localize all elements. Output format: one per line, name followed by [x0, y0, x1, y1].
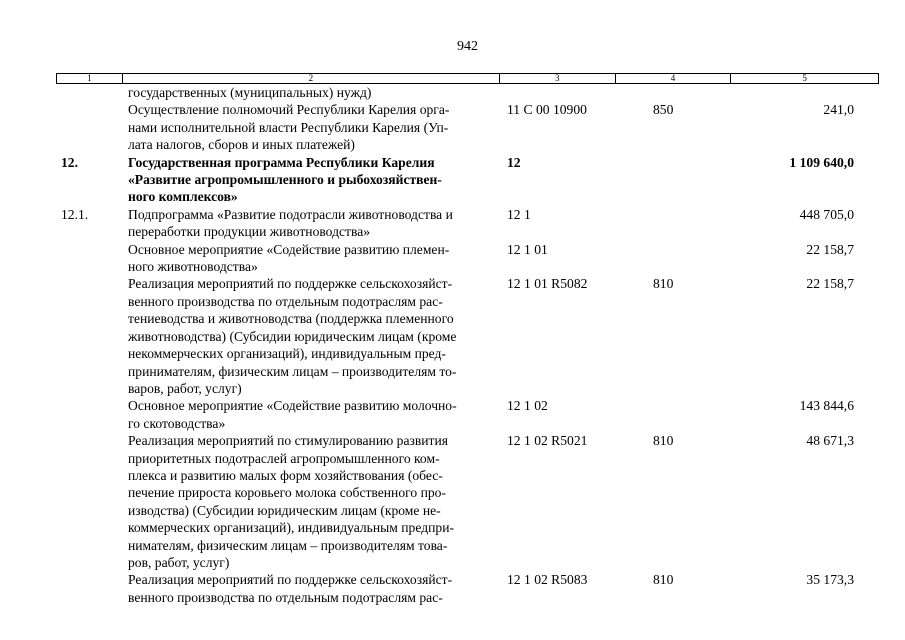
table-row	[0, 241, 905, 276]
description-line: государственных (муниципальных) нужд)	[128, 85, 372, 100]
row-type	[635, 397, 699, 432]
description-line: изводства) (Субсидии юридическим лицам (кроме не-	[128, 502, 441, 518]
row-type: 810	[653, 433, 674, 449]
row-description	[126, 241, 496, 276]
description-line: принимателям, физическим лицам – производителям то-	[128, 363, 457, 379]
row-number	[0, 397, 126, 432]
description-line: го скотоводства»	[128, 415, 226, 431]
row-code: 12 1 02 R5021	[507, 433, 588, 449]
table-row	[0, 275, 905, 397]
row-number	[0, 275, 126, 397]
row-amount: 143 844,6	[799, 398, 854, 414]
row-number	[0, 84, 126, 101]
row-type	[635, 241, 699, 276]
row-code: 12 1 02	[507, 398, 548, 414]
header-col-4: 4	[616, 74, 732, 83]
row-description	[126, 206, 496, 241]
row-amount	[699, 84, 854, 101]
row-code: 12 1 01 R5082	[507, 276, 588, 292]
description-line: «Развитие агропромышленного и рыбохозяйствен-	[128, 172, 442, 188]
row-number	[0, 241, 126, 276]
description-line: коммерческих организаций), индивидуальным предпри-	[128, 520, 454, 536]
row-code: 11 С 00 10900	[507, 102, 587, 118]
row-type: 850	[653, 102, 674, 118]
row-description	[126, 275, 496, 397]
row-code: 12 1 01	[507, 241, 548, 257]
row-amount: 1 109 640,0	[789, 154, 854, 170]
table-row	[0, 84, 905, 101]
row-type: 810	[653, 276, 674, 292]
row-amount: 448 705,0	[799, 206, 854, 222]
table-row	[0, 432, 905, 571]
row-code: 12 1	[507, 206, 531, 222]
row-description	[126, 432, 496, 571]
description-line: Реализация мероприятий по поддержке сельскохозяйст-	[128, 276, 453, 292]
row-type	[635, 154, 699, 206]
row-description	[126, 154, 496, 206]
description-line: Подпрограмма «Развитие подотрасли животноводства и	[128, 206, 453, 222]
row-description	[126, 101, 496, 153]
row-type	[635, 84, 699, 101]
row-code: 12	[507, 154, 521, 170]
description-line: приоритетных подотраслей агропромышленного ком-	[128, 450, 440, 466]
table-row	[0, 154, 905, 206]
description-line: Реализация мероприятий по поддержке сельскохозяйст-	[128, 572, 453, 588]
description-line: лата налогов, сборов и иных платежей)	[128, 137, 355, 153]
table-row	[0, 397, 905, 432]
description-line: ров, работ, услуг)	[128, 554, 230, 570]
description-line: тениеводства и животноводства (поддержка племенного	[128, 311, 454, 327]
row-amount: 35 173,3	[806, 572, 854, 588]
description-line: венного производства по отдельным подотраслям рас-	[128, 589, 443, 605]
description-line: венного производства по отдельным подотраслям рас-	[128, 293, 443, 309]
row-amount: 48 671,3	[806, 433, 854, 449]
row-number	[0, 571, 126, 606]
row-amount: 22 158,7	[806, 276, 854, 292]
table-row	[0, 571, 905, 606]
description-line: нимателям, физическим лицам – производителям това-	[128, 537, 448, 553]
row-description	[126, 84, 496, 101]
row-description	[126, 397, 496, 432]
description-line: печение прироста коровьего молока собственного про-	[128, 485, 446, 501]
header-col-2: 2	[123, 74, 500, 83]
description-line: плекса и развитию малых форм хозяйствования (обес-	[128, 467, 443, 483]
header-col-1: 1	[57, 74, 123, 83]
table-header	[56, 73, 879, 84]
header-col-3: 3	[500, 74, 616, 83]
row-description	[126, 571, 496, 606]
description-line: некоммерческих организаций), индивидуальным пред-	[128, 346, 446, 362]
row-code	[496, 84, 635, 101]
row-type	[635, 206, 699, 241]
description-line: варов, работ, услуг)	[128, 380, 242, 396]
description-line: ного комплексов»	[128, 189, 238, 205]
table-row	[0, 206, 905, 241]
table-body	[0, 84, 905, 606]
description-line: Реализация мероприятий по стимулированию развития	[128, 433, 449, 449]
description-line: Государственная программа Республики Карелия	[128, 154, 435, 170]
row-number	[0, 432, 126, 571]
row-amount: 22 158,7	[806, 241, 854, 257]
row-code: 12 1 02 R5083	[507, 572, 588, 588]
row-number	[0, 101, 126, 153]
description-line: Осуществление полномочий Республики Карелия орга-	[128, 102, 450, 118]
table-row	[0, 101, 905, 153]
row-number: 12.1.	[61, 206, 89, 222]
row-number: 12.	[61, 154, 78, 170]
description-line: переработки продукции животноводства»	[128, 224, 371, 240]
row-amount: 241,0	[823, 102, 854, 118]
description-line: животноводства) (Субсидии юридическим лицам (кроме	[128, 328, 457, 344]
row-type: 810	[653, 572, 674, 588]
description-line: нами исполнительной власти Республики Карелия (Уп-	[128, 119, 449, 135]
description-line: Основное мероприятие «Содействие развитию молочно-	[128, 398, 457, 414]
description-line: Основное мероприятие «Содействие развитию племен-	[128, 241, 450, 257]
header-col-5: 5	[802, 73, 807, 83]
description-line: ного животноводства»	[128, 259, 258, 275]
page-number: 942	[457, 39, 478, 54]
